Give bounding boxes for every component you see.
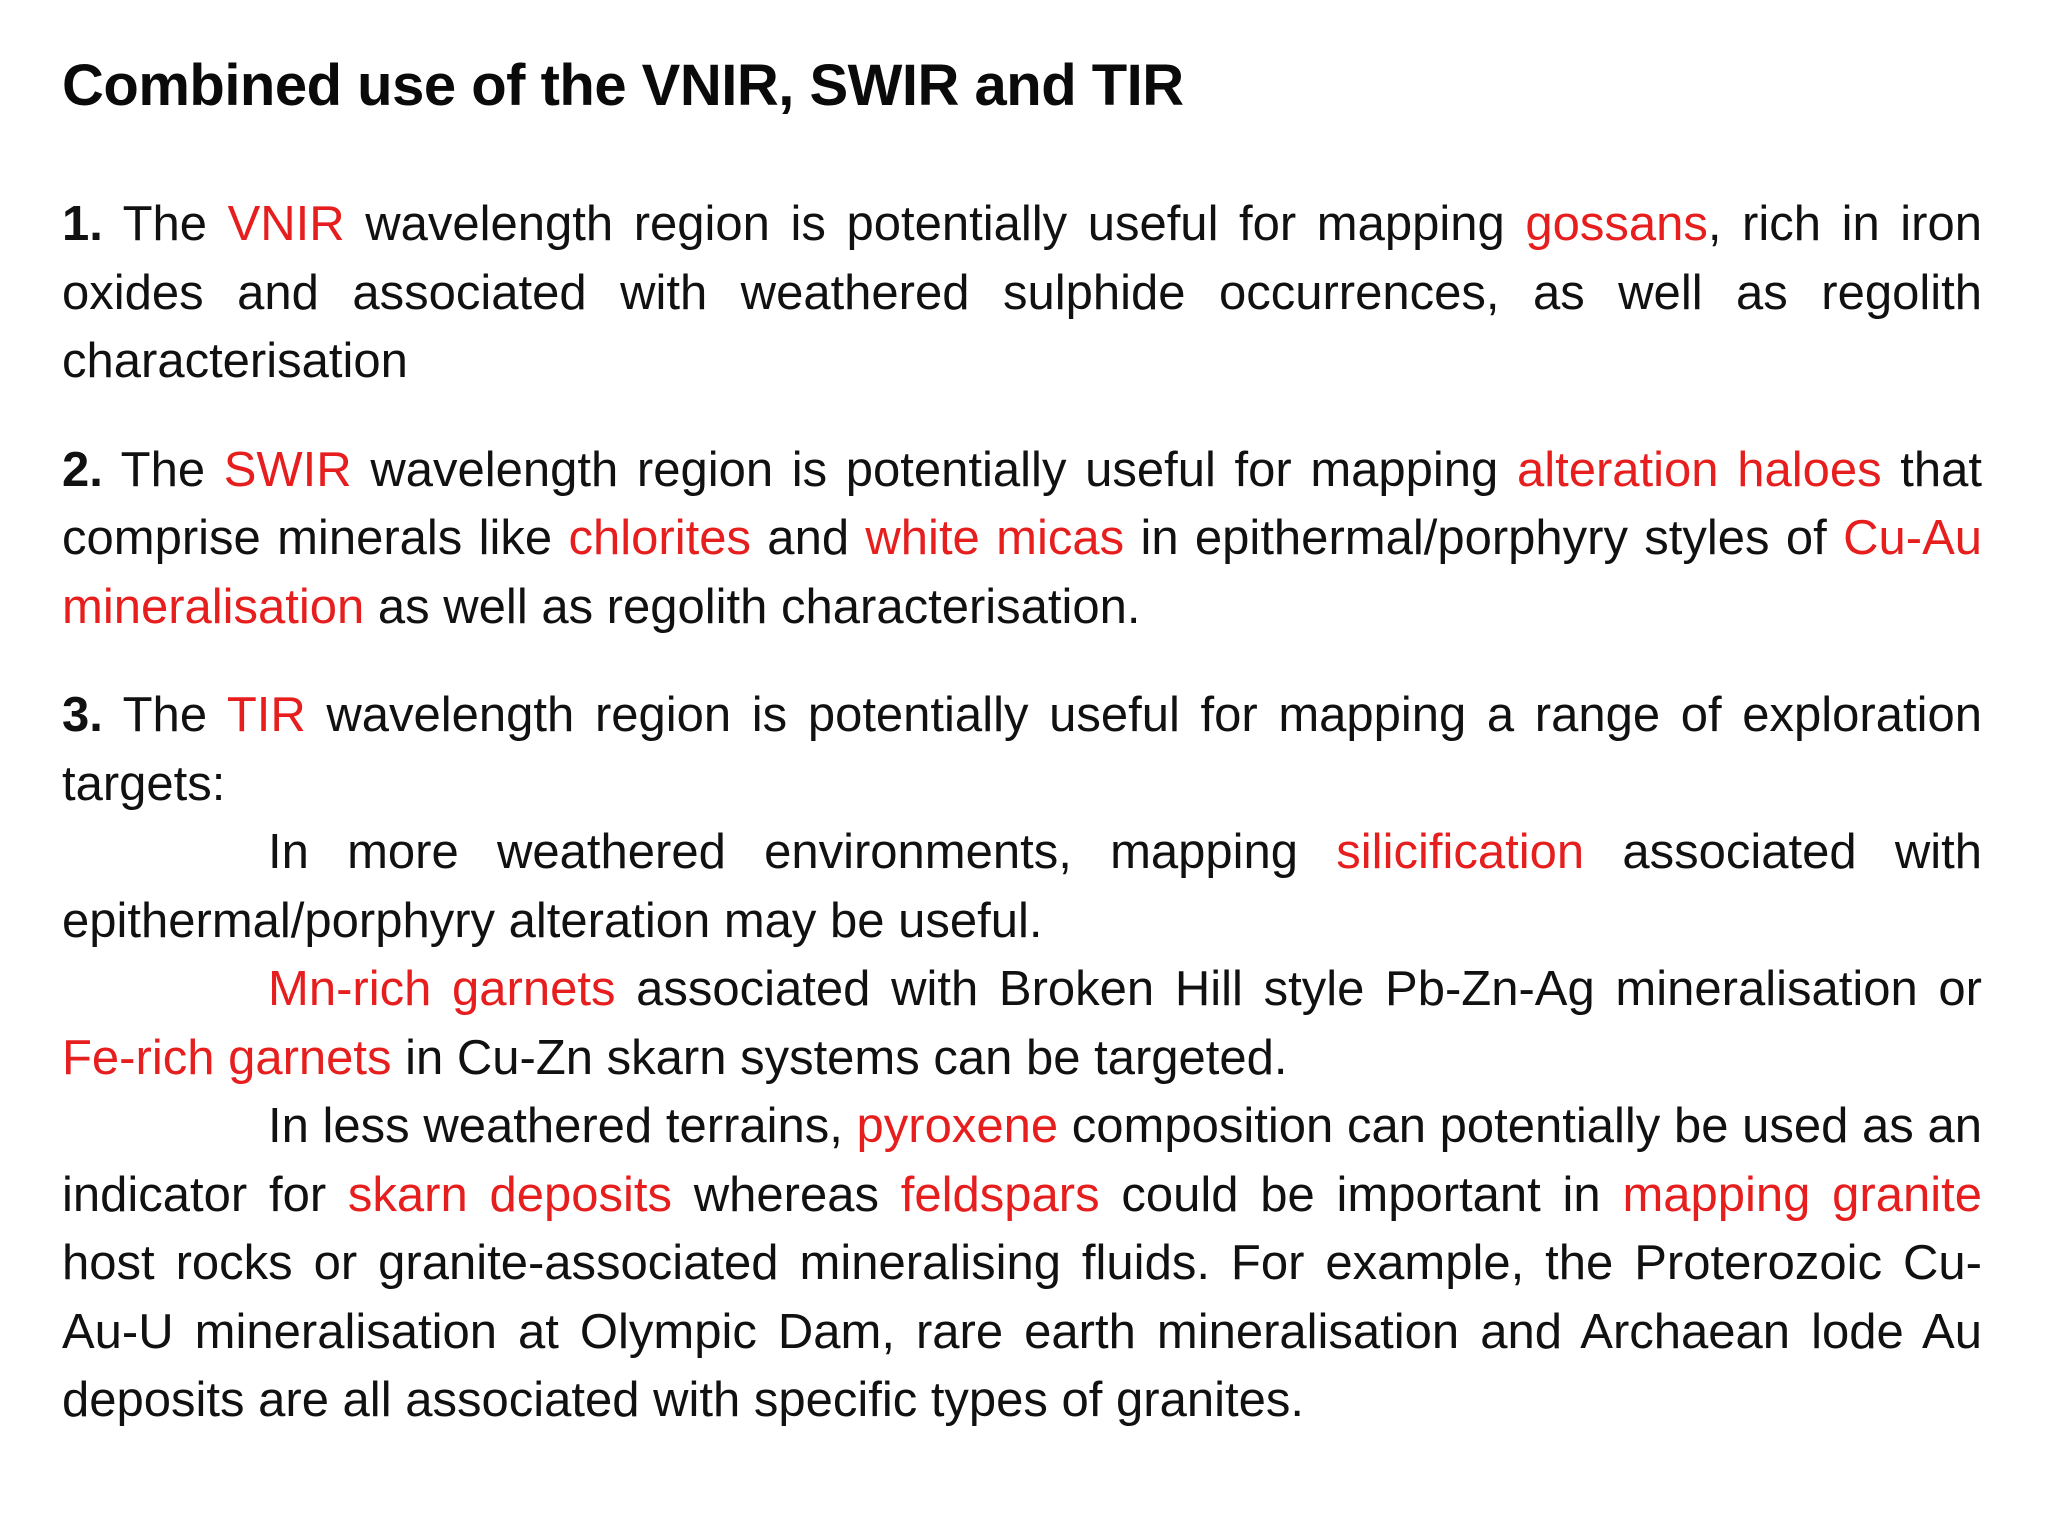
text-run: In less weathered terrains, — [268, 1099, 857, 1153]
highlight-tir: TIR — [226, 688, 306, 742]
paragraph-number: 3. — [62, 688, 103, 742]
text-run: whereas — [672, 1167, 901, 1222]
highlight-white-micas: white micas — [865, 511, 1125, 565]
text-run: The — [102, 688, 227, 742]
highlight-gossans: gossans — [1525, 197, 1708, 251]
highlight-swir: SWIR — [223, 442, 352, 497]
paragraph-number: 2. — [62, 442, 103, 497]
text-run: The — [102, 197, 228, 251]
text-run: wavelength region is potentially useful for mapping a range of exploration targets: — [62, 688, 1982, 811]
text-run: , rich in iron oxides and associated with weathered sulphide occurrences, as well as regolith characterisation — [62, 197, 1982, 388]
text-run: as well as regolith characterisation. — [364, 579, 1141, 634]
paragraph-number: 1. — [62, 197, 103, 251]
tir-point-silicification — [62, 818, 1982, 955]
text-run: that comprise minerals like — [62, 442, 1982, 565]
text-run: wavelength region is potentially useful for mapping — [351, 442, 1517, 497]
highlight-feldspars: feldspars — [900, 1167, 1100, 1222]
paragraph-swir — [62, 436, 1982, 642]
highlight-silicification: silicification — [1336, 825, 1585, 879]
highlight-pyroxene: pyroxene — [856, 1099, 1059, 1153]
paragraph-vnir — [62, 190, 1982, 396]
text-run: host rocks or granite-associated mineralising fluids. For example, the Proterozoic Cu-Au-U mineralisation at Olympic Dam, rare earth mineralisation and Archaean lode Au deposits are all associated with specific types of granites. — [62, 1236, 1982, 1427]
tir-point-pyroxene — [62, 1092, 1982, 1435]
text-run: in epithermal/porphyry styles of — [1124, 511, 1844, 565]
slide-title: Combined use of the VNIR, SWIR and TIR — [62, 53, 1184, 118]
tir-point-garnets — [62, 955, 1982, 1092]
text-run: In more weathered environments, mapping — [268, 825, 1337, 879]
highlight-alteration-haloes: alteration haloes — [1516, 442, 1882, 497]
text-run: The — [102, 442, 224, 497]
highlight-skarn-deposits: skarn deposits — [347, 1167, 673, 1222]
text-run: wavelength region is potentially useful for mapping — [344, 197, 1526, 251]
text-run: composition can potentially be used as an indicator for — [62, 1099, 1982, 1222]
highlight-vnir: VNIR — [227, 197, 345, 251]
highlight-mapping-granite: mapping granite — [1622, 1167, 1983, 1222]
highlight-mn-rich-garnets: Mn-rich garnets — [268, 962, 616, 1016]
highlight-cu-au-mineralisation: Cu-Au mineralisation — [62, 511, 1982, 634]
text-run: in Cu-Zn skarn systems can be targeted. — [391, 1030, 1288, 1085]
text-run: and — [750, 511, 866, 565]
text-run: associated with epithermal/porphyry alteration may be useful. — [62, 825, 1982, 948]
highlight-fe-rich-garnets: Fe-rich garnets — [62, 1030, 392, 1085]
text-run: associated with Broken Hill style Pb-Zn-Ag mineralisation or — [615, 962, 1982, 1016]
tir-intro — [62, 681, 1982, 818]
text-run: could be important in — [1099, 1167, 1623, 1222]
paragraph-tir — [62, 681, 1982, 1435]
highlight-chlorites: chlorites — [568, 511, 751, 565]
slide-body — [62, 190, 1982, 1435]
